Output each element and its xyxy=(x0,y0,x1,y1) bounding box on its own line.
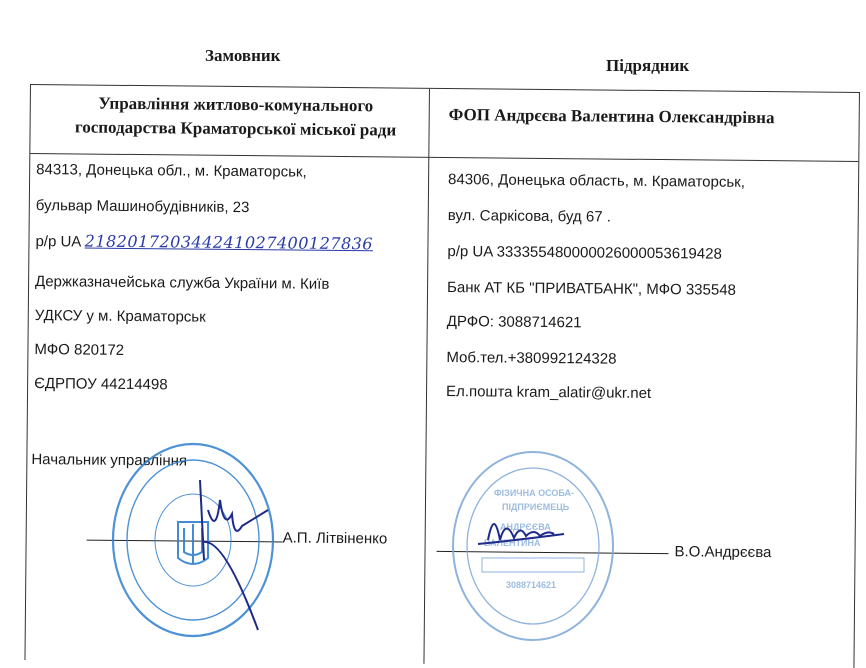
svg-text:ВАЛЕНТИНА: ВАЛЕНТИНА xyxy=(484,538,541,548)
customer-title-line1: Управління житлово-комунального xyxy=(98,93,374,116)
customer-account xyxy=(35,231,373,253)
customer-mfo: МФО 820172 xyxy=(34,341,125,359)
header-row-divider xyxy=(30,153,858,162)
contractor-phone: Моб.тел.+380992124328 xyxy=(446,349,617,368)
contractor-title: ФОП Андрєєва Валентина Олександрівна xyxy=(448,105,775,128)
svg-text:ФІЗИЧНА ОСОБА-: ФІЗИЧНА ОСОБА- xyxy=(494,488,575,498)
contractor-email: Ел.пошта kram_alatir@ukr.net xyxy=(445,383,652,402)
contractor-drfo: ДРФО: 3088714621 xyxy=(446,313,582,332)
svg-text:3088714621: 3088714621 xyxy=(506,580,557,590)
customer-title xyxy=(50,91,420,143)
customer-title-line2: господарства Краматорської міської ради xyxy=(74,117,397,140)
contractor-header: Підрядник xyxy=(606,56,690,75)
svg-text:АНДРЄЄВА: АНДРЄЄВА xyxy=(500,522,551,532)
customer-account-handwritten: 218201720344241027400127836 xyxy=(84,231,374,254)
svg-text:ПІДПРИЄМЕЦЬ: ПІДПРИЄМЕЦЬ xyxy=(502,502,570,512)
customer-treasury: Держказначейська служба України м. Київ xyxy=(35,273,330,293)
customer-udksu: УДКСУ у м. Краматорськ xyxy=(34,307,206,326)
contractor-account: р/р UA 333355480000026000053619428 xyxy=(447,243,722,263)
customer-signer-name: А.П. Літвіненко xyxy=(282,529,388,548)
customer-signer-position: Начальник управління xyxy=(31,451,188,470)
contractor-signer-name: В.О.Андрєєва xyxy=(674,543,772,562)
contractor-bank: Банк АТ КБ "ПРИВАТБАНК", МФО 335548 xyxy=(446,279,737,299)
contractor-stamp-icon xyxy=(448,448,618,644)
customer-address-line1: 84313, Донецька обл., м. Краматорськ, xyxy=(36,161,307,181)
column-divider xyxy=(423,89,430,664)
contractor-address-line1: 84306, Донецька область, м. Краматорськ, xyxy=(448,171,746,191)
customer-account-prefix: р/р UA xyxy=(35,233,81,251)
customer-header: Замовник xyxy=(205,46,281,65)
customer-edrpou: ЄДРПОУ 44214498 xyxy=(34,375,168,394)
contractor-address-line2: вул. Саркісова, буд 67 . xyxy=(447,207,612,226)
customer-address-line2: бульвар Машинобудівників, 23 xyxy=(35,197,250,217)
customer-official-stamp-icon xyxy=(108,440,278,640)
